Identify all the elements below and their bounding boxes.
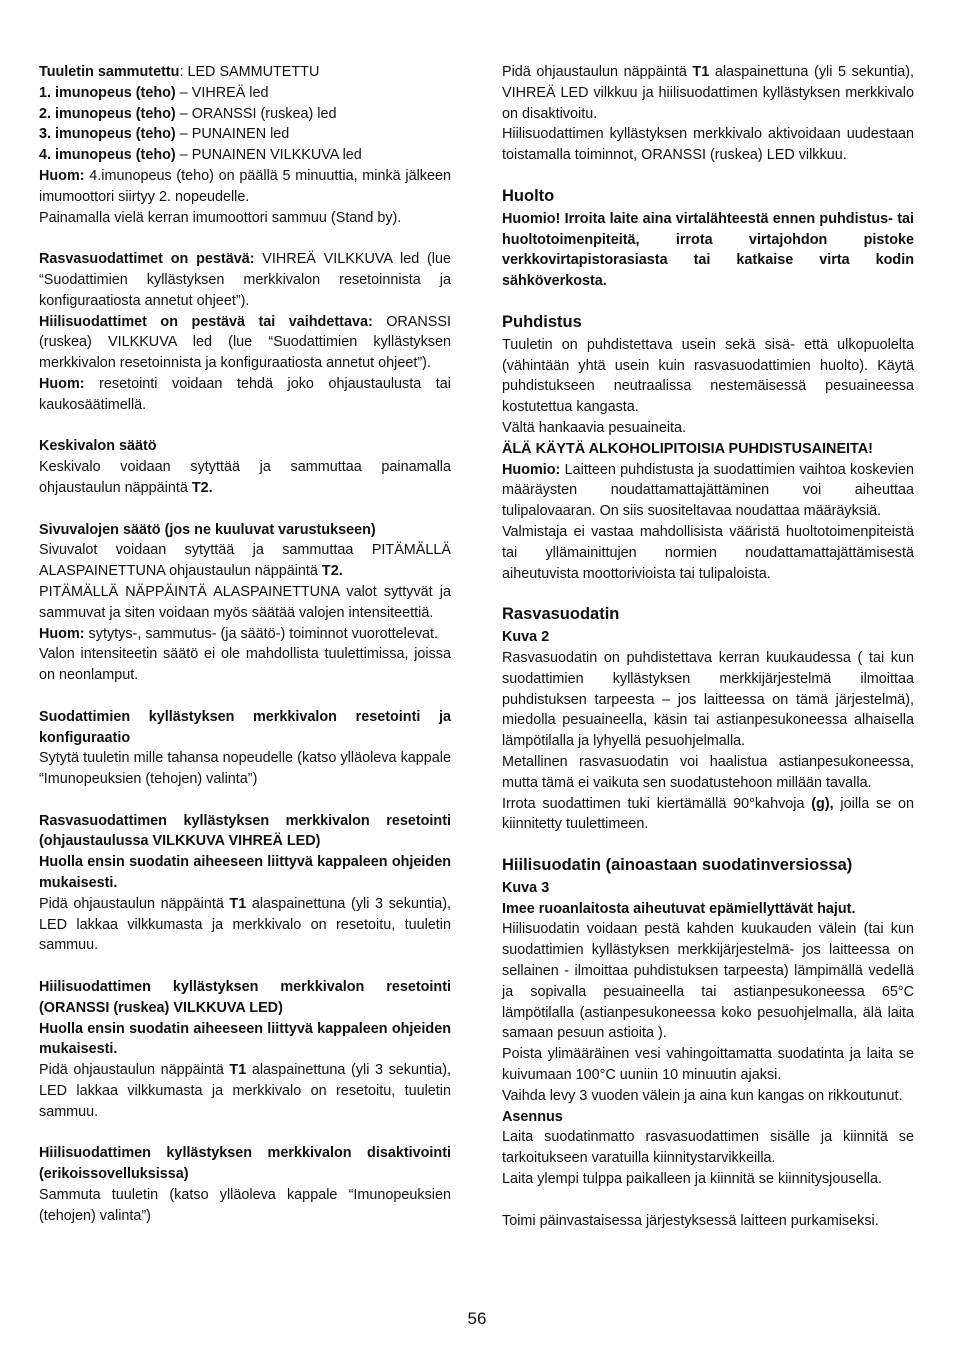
side-lights-heading: Sivuvalojen säätö (jos ne kuuluvat varustukseen) [39, 521, 376, 538]
speed-3-line: 3. imunopeus (teho) – PUNAINEN led [39, 126, 290, 143]
speed-2-line: 2. imunopeus (teho) – ORANSSI (ruskea) led [39, 105, 337, 122]
figure-2-label: Kuva 2 [502, 629, 550, 646]
carbon-disable-heading: Hiilisuodattimen kyllästyksen merkkivalon disaktivointi (erikoissovelluksissa) [39, 1145, 451, 1183]
carbon-filter-wash-paragraph: Hiilisuodattimet on pestävä tai vaihdettava: ORANSSI (ruskea) VILKKUVA led (lue “Suodattimien kyllästyksen merkkivalon resetoinnista ja konfiguraatiosta annetut ohjeet”). [39, 313, 451, 372]
liability-paragraph: Valmistaja ei vastaa mahdollisista vääristä huoltotoimenpiteistä tai yllämainittujen normien noudattamattajättämisestä aiheutuvista moottorivioista tai tulipaloista. [502, 523, 914, 582]
grease-filter-paragraph: Rasvasuodatin on puhdistettava kerran kuukaudessa ( tai kun suodattimien kyllästyksen merkkijärjestelmä ilmoittaa puhdistuksen tarpeesta – jos laitteessa on tämä järjestelmä), miedolla pesuaineella, käsin tai astianpesukoneessa alhaisella lämpötilalla ja lyhyellä pesuohjelmalla. [502, 649, 914, 750]
cleaning-paragraph: Tuuletin on puhdistettava usein sekä sisä- että ulkopuolelta (vähintään yhtä usein kuin rasvasuodattimien huolto). Käytä puhdistukseen neutraalissa nestemäisessä pesuaineessa kostutettua kangasta. [502, 336, 914, 416]
left-column [39, 62, 451, 1227]
carbon-disable-paragraph: Sammuta tuuletin (katso ylläoleva kappale “Imunopeuksien (tehojen) valinta”) [39, 1187, 451, 1224]
carbon-filter-heading: Hiilisuodatin (ainoastaan suodatinversiossa) [502, 856, 853, 875]
standby-paragraph: Painamalla vielä kerran imumoottori sammuu (Stand by). [39, 209, 402, 226]
grease-reset-subheading: Huolla ensin suodatin aiheeseen liittyvä kappaleen ohjeiden mukaisesti. [39, 854, 451, 892]
install-subheading: Asennus [502, 1108, 563, 1125]
speed-1-line: 1. imunopeus (teho) – VIHREÄ led [39, 84, 269, 101]
carbon-reset-paragraph: Pidä ohjaustaulun näppäintä T1 alaspainettuna (yli 3 sekuntia), LED lakkaa vilkkumasta ja merkkivalo on resetoitu, tuuletin sammuu. [39, 1062, 451, 1120]
carbon-wash-paragraph: Hiilisuodatin voidaan pestä kahden kuukauden välein (tai kun suodattimien kyllästyksen merkkijärjestelmä- jos laitteessa on sellainen - ilmoittaa puhdistuksen tarpeesta) lämpimällä vedellä ja sopivalla pesuaineella tai astianpesukoneessa 65°C lämpötilalla (astianpesukoneessa koko pesuohjelmalla, älä laita samaan pesuun astioita ). [502, 921, 914, 1042]
center-light-heading: Keskivalon säätö [39, 438, 157, 455]
side-lights-note-paragraph: Huom: sytytys-, sammutus- (ja säätö-) toiminnot vuorottelevat. [39, 625, 439, 642]
odor-subheading: Imee ruoanlaitosta aiheutuvat epämiellyttävät hajut. [502, 900, 856, 917]
maintenance-warning: Huomio! Irroita laite aina virtalähteestä ennen puhdistus- tai huoltotoimenpiteitä, irrota virtajohdon pistoke verkkovirtapistorasiasta tai katkaise virta kodin sähköverkosta. [502, 210, 914, 290]
reset-note-paragraph: Huom: resetointi voidaan tehdä joko ohjaustaulusta tai kaukosäätimellä. [39, 375, 451, 413]
side-lights-hold-paragraph: PITÄMÄLLÄ NÄPPÄINTÄ ALASPAINETTUNA valot syttyvät ja sammuvat ja siten voidaan myös säätää valojen intensiteettiä. [39, 583, 451, 621]
carbon-reactivate-paragraph: Hiilisuodattimen kyllästyksen merkkivalo aktivoidaan uudestaan toistamalla toiminnot, ORANSSI (ruskea) LED vilkkuu. [502, 126, 914, 164]
carbon-reset-heading: Hiilisuodattimen kyllästyksen merkkivalon resetointi (ORANSSI (ruskea) VILKKUVA LED) [39, 979, 451, 1016]
note-paragraph: Huom: 4.imunopeus (teho) on päällä 5 minuuttia, minkä jälkeen imumoottori siirtyy 2. nopeudelle. [39, 167, 451, 205]
right-column [502, 62, 914, 1231]
abrasive-paragraph: Vältä hankaavia pesuaineita. [502, 419, 687, 436]
carbon-disable-steps-paragraph: Pidä ohjaustaulun näppäintä T1 alaspainettuna (yli 5 sekuntia), VIHREÄ LED vilkkuu ja hiilisuodattimen kyllästyksen merkkivalo on disaktivoitu. [502, 64, 914, 122]
side-lights-paragraph: Sivuvalot voidaan sytyttää ja sammuttaa PITÄMÄLLÄ ALASPAINETTUNA ohjaustaulun näppäintä T2. [39, 542, 451, 580]
carbon-replace-paragraph: Vaihda levy 3 vuoden välein ja aina kun kangas on rikkoutunut. [502, 1087, 903, 1104]
neon-paragraph: Valon intensiteetin säätö ei ole mahdollista tuulettimissa, joissa on neonlamput. [39, 646, 451, 684]
speed-4-line: 4. imunopeus (teho) – PUNAINEN VILKKUVA led [39, 147, 362, 164]
maintenance-heading: Huolto [502, 186, 555, 205]
center-light-paragraph: Keskivalo voidaan sytyttää ja sammuttaa painamalla ohjaustaulun näppäintä T2. [39, 459, 451, 496]
cleaning-heading: Puhdistus [502, 312, 582, 331]
carbon-reset-subheading: Huolla ensin suodatin aiheeseen liittyvä kappaleen ohjeiden mukaisesti. [39, 1020, 451, 1058]
metal-filter-paragraph: Metallinen rasvasuodatin voi haalistua astianpesukoneessa, mutta tämä ei vaikuta sen suodatustehoon millään tavalla. [502, 753, 914, 791]
install-paragraph-2: Laita ylempi tulppa paikalleen ja kiinnitä se kiinnitysjousella. [502, 1171, 882, 1188]
grease-filter-wash-paragraph: Rasvasuodattimet on pestävä: VIHREÄ VILKKUVA led (lue “Suodattimien kyllästyksen merkkivalon resetoinnista ja konfiguraatiosta annetut ohjeet”). [39, 251, 451, 309]
fire-risk-paragraph: Huomio: Laitteen puhdistusta ja suodattimien vaihtoa koskevien määräysten noudattamattajättäminen voi aiheuttaa tulipalovaaran. On siis suositeltavaa noudattaa määräyksiä. [502, 461, 914, 520]
alcohol-warning: ÄLÄ KÄYTÄ ALKOHOLIPITOISIA PUHDISTUSAINEITA! [502, 440, 873, 457]
disassembly-paragraph: Toimi päinvastaisessa järjestyksessä laitteen purkamiseksi. [502, 1212, 879, 1229]
status-off-line: Tuuletin sammutettu: LED SAMMUTETTU [39, 64, 320, 80]
page-number: 56 [467, 1309, 487, 1328]
install-paragraph-1: Laita suodatinmatto rasvasuodattimen sisälle ja kiinnitä se tarkoitukseen varatuilla kiinnitystarvikkeilla. [502, 1129, 914, 1167]
grease-reset-heading: Rasvasuodattimen kyllästyksen merkkivalon resetointi (ohjaustaulussa VILKKUVA VIHREÄ LED) [39, 812, 451, 850]
reset-config-paragraph: Sytytä tuuletin mille tahansa nopeudelle (katso ylläoleva kappale “Imunopeuksien (tehojen) valinta”) [39, 750, 451, 788]
figure-3-label: Kuva 3 [502, 879, 550, 896]
remove-filter-paragraph: Irrota suodattimen tuki kiertämällä 90°kahvoja (g), joilla se on kiinnitetty tuulettimeen. [502, 795, 915, 833]
grease-reset-paragraph: Pidä ohjaustaulun näppäintä T1 alaspainettuna (yli 3 sekuntia), LED lakkaa vilkkumasta ja merkkivalo on resetoitu, tuuletin sammuu. [39, 895, 451, 954]
grease-filter-heading: Rasvasuodatin [502, 605, 620, 624]
reset-config-heading: Suodattimien kyllästyksen merkkivalon resetointi ja konfiguraatio [39, 708, 451, 746]
carbon-dry-paragraph: Poista ylimääräinen vesi vahingoittamatta suodatinta ja laita se kuivumaan 100°C uuniin 10 minuutin ajaksi. [502, 1046, 914, 1084]
